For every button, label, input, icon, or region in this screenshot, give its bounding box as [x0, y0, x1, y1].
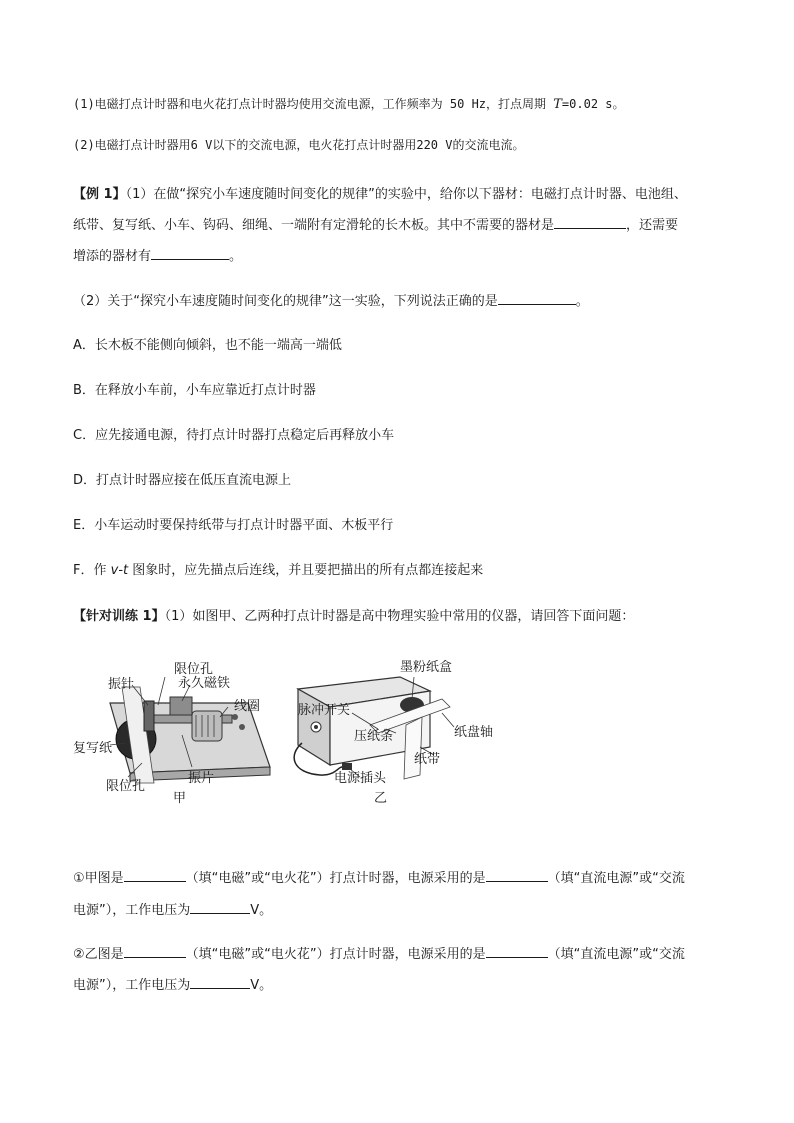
example1-q1-line3a: 增添的器材有 [73, 249, 152, 264]
caption-jia: 甲 [173, 791, 187, 806]
option-b: B．在释放小车前，小车应靠近打点计时器 [73, 383, 316, 398]
label-tape: 纸带 [414, 752, 441, 767]
example1-q2-end: 。 [575, 294, 589, 309]
example1-line1 [73, 186, 687, 204]
answer-blank-unneeded[interactable] [554, 215, 626, 229]
question-2-line1 [73, 944, 685, 964]
option-d: D．打点计时器应接在低压直流电源上 [73, 473, 292, 488]
period-symbol: T [553, 97, 562, 112]
answer-blank-q2[interactable] [498, 291, 576, 305]
label-magnet: 永久磁铁 [178, 676, 231, 691]
q1-blank-source[interactable] [486, 868, 548, 882]
training1-line [73, 608, 634, 626]
timer-figure [70, 655, 500, 805]
example1-line2 [73, 215, 678, 235]
label-limit-hole-bottom: 限位孔 [106, 779, 146, 794]
q2-text-c: （填“直流电源”或“交流 [547, 947, 685, 962]
example1-q1-line2b: ，还需要 [626, 218, 679, 233]
label-press-strip: 压纸条 [354, 729, 394, 744]
q1-blank-type[interactable] [124, 868, 186, 882]
example1-q1-line2a: 纸带、复写纸、小车、钩码、细绳、一端附有定滑轮的长木板。其中不需要的器材是 [73, 218, 555, 233]
label-coil: 线圈 [234, 699, 261, 714]
q2-text-b: （填“电磁”或“电火花”）打点计时器，电源采用的是 [185, 947, 486, 962]
option-f-t: t [123, 563, 129, 578]
example1-q2 [73, 291, 589, 311]
example1-q2-text: （2）关于“探究小车速度随时间变化的规律”这一实验，下列说法正确的是 [73, 294, 498, 309]
q2-text-a: ②乙图是 [73, 947, 124, 962]
q1-text-e: V。 [250, 903, 273, 918]
q1-blank-voltage[interactable] [190, 900, 250, 914]
option-e: E．小车运动时要保持纸带与打点计时器平面、木板平行 [73, 518, 394, 533]
question-2-line2 [73, 975, 272, 995]
option-f [73, 562, 483, 580]
note-2: (2)电磁打点计时器用6 V以下的交流电源，电火花打点计时器用220 V的交流电流。 [73, 138, 525, 152]
label-ink-box: 墨粉纸盒 [400, 660, 453, 675]
label-plug: 电源插头 [334, 771, 387, 786]
note-1 [73, 95, 625, 114]
note-1-suffix: =0.02 s。 [561, 97, 625, 111]
example1-q1-line3b: 。 [229, 249, 243, 264]
training1-tag: 【针对训练 1】 [73, 609, 165, 624]
training1-q1: （1）如图甲、乙两种打点计时器是高中物理实验中常用的仪器，请回答下面问题： [164, 609, 635, 624]
caption-yi: 乙 [374, 791, 388, 806]
answer-blank-added[interactable] [151, 246, 229, 260]
option-f-dash: - [118, 563, 124, 578]
q1-text-d: 电源”），工作电压为 [73, 903, 191, 918]
example1-tag: 【例 1】 [73, 187, 126, 202]
option-f-v: v [110, 563, 119, 578]
q2-blank-type[interactable] [124, 944, 186, 958]
option-f-pre: F．作 [73, 563, 111, 578]
q2-blank-source[interactable] [486, 944, 548, 958]
option-a: A．长木板不能侧向倾斜，也不能一端高一端低 [73, 338, 342, 353]
question-1-line1 [73, 868, 685, 888]
label-vibrator: 振片 [188, 771, 215, 786]
q1-text-a: ①甲图是 [73, 871, 124, 886]
option-f-post: 图象时，应先描点后连线，并且要把描出的所有点都连接起来 [128, 563, 484, 578]
q2-blank-voltage[interactable] [190, 975, 250, 989]
label-needle: 振针 [108, 677, 135, 692]
example1-q1-line1: （1）在做“探究小车速度随时间变化的规律”的实验中，给你以下器材：电磁打点计时器、电池组、 [125, 187, 687, 202]
option-c: C．应先接通电源，待打点计时器打点稳定后再释放小车 [73, 428, 395, 443]
label-carbon-paper: 复写纸 [73, 741, 113, 756]
question-1-line2 [73, 900, 272, 920]
q2-text-d: 电源”），工作电压为 [73, 978, 191, 993]
q1-text-c: （填“直流电源”或“交流 [547, 871, 685, 886]
example1-line3 [73, 246, 242, 266]
label-limit-hole-top: 限位孔 [174, 662, 214, 677]
label-reel-axis: 纸盘轴 [454, 725, 494, 740]
note-1-prefix: (1)电磁打点计时器和电火花打点计时器均使用交流电源，工作频率为 50 Hz，打点周期 [73, 97, 554, 111]
q2-text-e: V。 [250, 978, 273, 993]
label-pulse-switch: 脉冲开关 [298, 703, 351, 718]
q1-text-b: （填“电磁”或“电火花”）打点计时器，电源采用的是 [185, 871, 486, 886]
